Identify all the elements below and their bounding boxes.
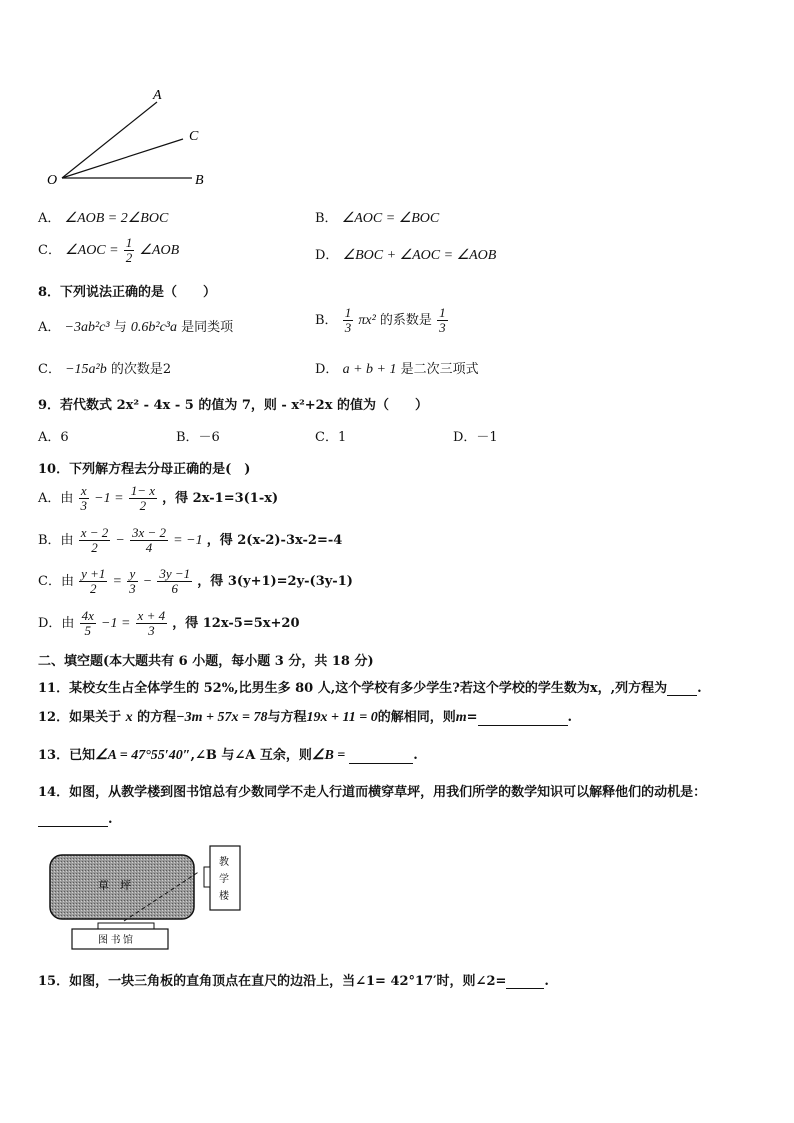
- q8-stem: 8．下列说法正确的是（ ）: [38, 285, 217, 300]
- building-label-2: 学: [219, 874, 229, 885]
- q8-option-d: D． a + b + 1 是二次三项式: [315, 362, 479, 377]
- q9-option-a: A．6: [38, 430, 69, 445]
- label-B: B: [195, 173, 204, 188]
- angle-figure: [40, 82, 220, 192]
- q7-option-c: C． ∠AOC = $\frac{1}{2}$ ∠AOB: [38, 235, 180, 265]
- fraction: $\frac{1}{3}$: [344, 305, 352, 335]
- ray-OC: [62, 139, 183, 178]
- answer-blank[interactable]: [478, 711, 568, 726]
- answer-blank[interactable]: [38, 812, 108, 827]
- label-O: O: [47, 173, 58, 188]
- q10-option-d: D．由 $\frac{4x}{5}$ −1 = $\frac{x + 4}{3}$ ，得 12x-5=5x+20: [38, 608, 300, 638]
- q9-stem: 9．若代数式 2x² - 4x - 5 的值为 7，则 - x²+2x 的值为（ ）: [38, 398, 429, 413]
- q10-option-b: B．由 $\frac{x - 2}{2}$ − $\frac{3x - 2}{4}$ = −1 ，得 2(x-2)-3x-2=-4: [38, 525, 343, 555]
- fraction: $\frac{1}{3}$: [439, 305, 446, 335]
- lawn-label: 草 坪: [98, 880, 131, 892]
- q12: 12．如果关于 x 的方程−3m + 57x = 78与方程19x + 11 = 0的解相同，则m= .: [38, 710, 573, 725]
- q7-option-d: D． ∠BOC + ∠AOC = ∠AOB: [315, 248, 497, 263]
- campus-figure: [40, 843, 250, 955]
- library-entrance: [98, 923, 154, 929]
- q8-option-a: A． −3ab²c³ 与 0.6b²c³a 是同类项: [38, 320, 234, 335]
- answer-blank[interactable]: [506, 974, 544, 989]
- q9-option-d: D．－1: [453, 430, 498, 445]
- answer-blank[interactable]: [667, 681, 697, 696]
- q10-option-c: C．由 $\frac{y +1}{2}$ = $\frac{y}{3}$ − $\frac{3y -1}{6}$ ，得 3(y+1)=2y-(3y-1): [38, 566, 353, 596]
- building-label-1: 教: [219, 857, 229, 868]
- label-C: C: [189, 129, 199, 144]
- q15: 15．如图，一块三角板的直角顶点在直尺的边沿上，当∠1= 42°17′时，则∠2= .: [38, 974, 549, 989]
- ray-OA: [62, 102, 157, 178]
- q11: 11．某校女生占全体学生的 52%,比男生多 80 人,这个学校有多少学生?若这个学校的学生数为x，,列方程为 .: [38, 681, 702, 696]
- fraction: $\frac{1}{2}$: [125, 235, 133, 265]
- q7-option-a: A． ∠AOB = 2∠BOC: [38, 211, 169, 226]
- q14: 14．如图，从教学楼到图书馆总有少数同学不走人行道而横穿草坪，用我们所学的数学知识可以解释他们的动机是：: [38, 785, 707, 800]
- label-A: A: [153, 88, 162, 103]
- building-label-3: 楼: [219, 891, 229, 902]
- q10-stem: 10．下列解方程去分母正确的是( ): [38, 462, 251, 477]
- q9-option-c: C．1: [315, 430, 347, 445]
- q14-answer: .: [38, 812, 113, 827]
- q13: 13．已知∠A = 47°55′40″,∠B 与∠A 互余，则∠B = .: [38, 748, 418, 763]
- answer-blank[interactable]: [349, 749, 413, 764]
- q10-option-a: A．由 $\frac{x}{3}$ −1 = $\frac{1- x}{2}$ ，得 2x-1=3(1-x): [38, 483, 279, 513]
- q8-option-c: C． −15a²b 的次数是2: [38, 362, 172, 377]
- q9-option-b: B．－6: [176, 430, 220, 445]
- library-label: 图 书 馆: [98, 935, 133, 946]
- q7-option-b: B． ∠AOC = ∠BOC: [315, 211, 440, 226]
- building-door: [204, 867, 210, 887]
- q8-option-b: B． $\frac{1}{3}$ πx² 的系数是 $\frac{1}{3}$: [315, 305, 446, 335]
- section-title: 二、填空题(本大题共有 6 小题，每小题 3 分，共 18 分): [38, 654, 374, 669]
